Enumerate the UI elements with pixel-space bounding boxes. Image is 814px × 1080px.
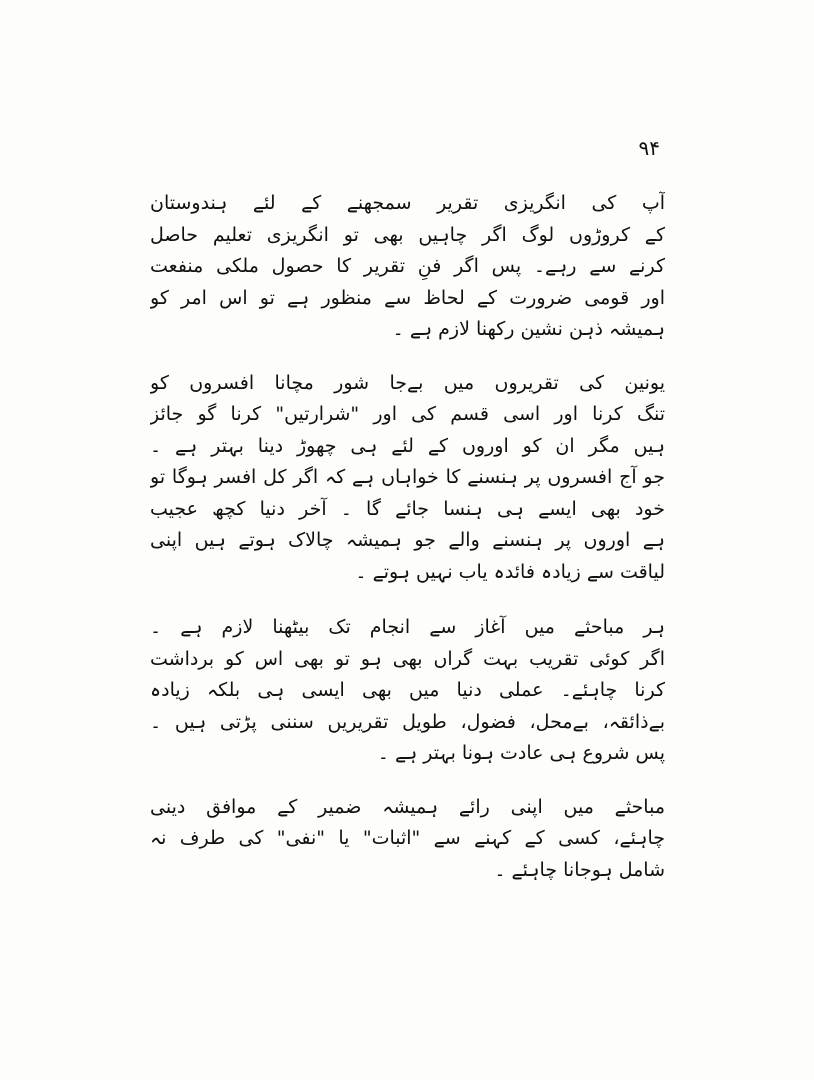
text-line: ہمیشہ ذہن نشین رکھنا لازم ہے ۔ (392, 318, 665, 340)
text-line: اگر کوئی تقریب بہت گراں بھی ہو تو بھی اس کو برداشت (150, 647, 665, 670)
paragraph-4 (150, 792, 665, 887)
text-line: اور قومی ضرورت کے لحاظ سے منظور ہے تو اس امر کو (150, 286, 665, 309)
paragraph-1 (150, 188, 665, 346)
text-line: ہیں مگر ان کو اوروں کے لئے ہی چھوڑ دینا بہتر ہے ۔ (150, 434, 665, 457)
text-line: تنگ کرنا اور اسی قسم کی اور "شرارتیں" کرنا گو جائز (150, 403, 665, 425)
page-body (150, 188, 665, 906)
text-line: کے کروڑوں لوگ اگر چاہیں بھی تو انگریزی تعلیم حاصل (150, 223, 665, 246)
text-line: مباحثے میں اپنی رائے ہمیشہ ضمیر کے موافق دینی (150, 795, 665, 818)
text-line: کرنا چاہئے۔ عملی دنیا میں بھی ایسی ہی بلکہ زیادہ (150, 679, 665, 701)
text-line: خود بھی ایسے ہی ہنسا جائے گا ۔ آخر دنیا کچھ عجیب (150, 497, 665, 520)
text-line: یونین کی تقریروں میں بےجا شور مچانا افسروں کو (150, 371, 665, 394)
text-line: کرنے سے رہے۔ پس اگر فنِ تقریر کا حصول ملکی منفعت (150, 255, 665, 277)
page-number: ۹۴ (638, 136, 660, 160)
paragraph-2 (150, 368, 665, 589)
text-line: پس شروع ہی عادت ہونا بہتر ہے ۔ (377, 742, 665, 764)
text-line: لیاقت سے زیادہ فائدہ یاب نہیں ہوتے ۔ (355, 560, 665, 583)
text-line: ہے اوروں پر ہنسنے والے جو ہمیشہ چالاک ہوتے ہیں اپنی (150, 529, 665, 551)
text-line: شامل ہوجانا چاہئے ۔ (494, 858, 665, 881)
text-line: چاہئے، کسی کے کہنے سے "اثبات" یا "نفی" کی طرف نہ (150, 827, 665, 849)
text-line: ہر مباحثے میں آغاز سے انجام تک بیٹھنا لازم ہے ۔ (150, 616, 665, 638)
text-line: آپ کی انگریزی تقریر سمجھنے کے لئے ہندوستان (150, 192, 665, 214)
text-line: بےذائقہ، بےمحل، فضول، طویل تقریریں سننی پڑتی ہیں ۔ (150, 710, 665, 733)
text-line: جو آج افسروں پر ہنسنے کا خواہاں ہے کہ اگر کل افسر ہوگا تو (150, 466, 665, 488)
paragraph-3 (150, 612, 665, 770)
